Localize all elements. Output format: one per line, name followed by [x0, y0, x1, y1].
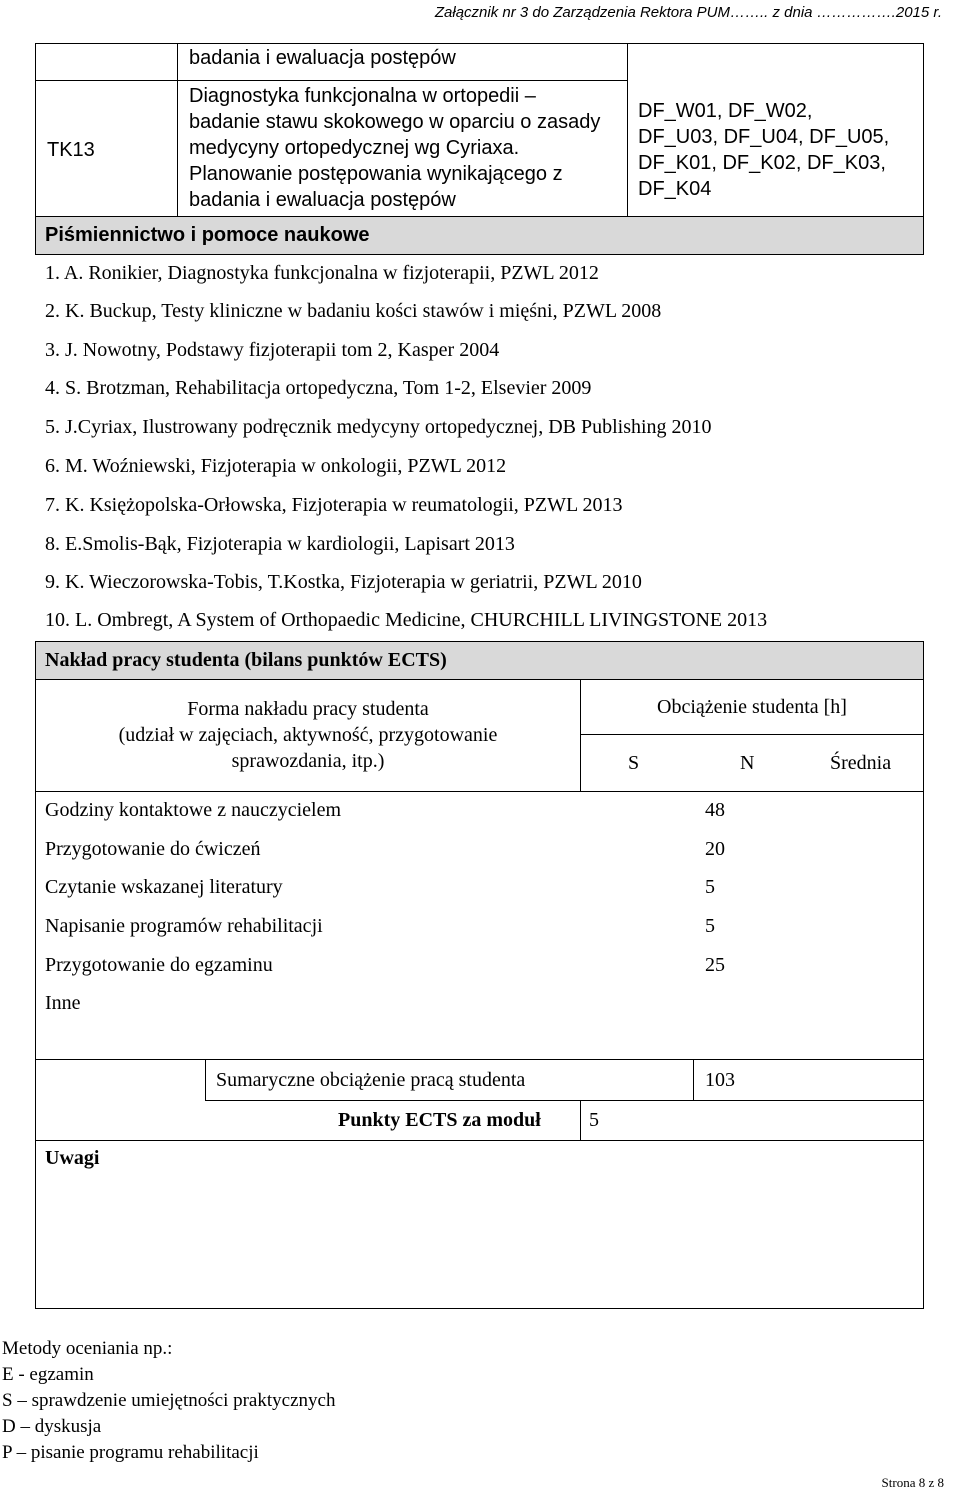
col-average: Średnia	[830, 752, 892, 774]
load-header: Obciążenie studenta [h]	[657, 696, 847, 718]
literature-item: 6. M. Woźniewski, Fizjoterapia w onkologii, PZWL 2012	[45, 455, 507, 477]
workload-row-label: Czytanie wskazanej literatury	[45, 876, 283, 898]
literature-item: 5. J.Cyriax, Ilustrowany podręcznik medycyny ortopedycznej, DB Publishing 2010	[45, 416, 712, 438]
workload-row-label: Przygotowanie do egzaminu	[45, 954, 273, 976]
total-label: Sumaryczne obciążenie pracą studenta	[216, 1069, 526, 1091]
outcomes-line: DF_U03, DF_U04, DF_U05,	[638, 126, 890, 148]
ects-label: Punkty ECTS za moduł	[338, 1109, 541, 1131]
form-header-line: sprawozdania, itp.)	[231, 750, 385, 772]
document-header: Załącznik nr 3 do Zarządzenia Rektora PUM…….. z dnia …………….2015 r.	[434, 4, 942, 21]
methods-heading: Metody oceniania np.:	[2, 1338, 173, 1359]
method-item: D – dyskusja	[2, 1416, 102, 1437]
workload-heading: Nakład pracy studenta (bilans punktów ECTS)	[45, 649, 447, 671]
workload-row-label: Inne	[45, 992, 81, 1014]
workload-row-s: 25	[705, 954, 725, 976]
workload-row-s: 20	[705, 838, 725, 860]
literature-item: 9. K. Wieczorowska-Tobis, T.Kostka, Fizjoterapia w geriatrii, PZWL 2010	[45, 571, 642, 593]
outcomes-line: DF_W01, DF_W02,	[638, 100, 813, 122]
tk13-topic-line: medycyny ortopedycznej wg Cyriaxa.	[189, 137, 520, 159]
tk13-topic-line: badania i ewaluacja postępów	[189, 189, 456, 211]
literature-item: 4. S. Brotzman, Rehabilitacja ortopedyczna, Tom 1-2, Elsevier 2009	[45, 377, 592, 399]
col-n: N	[740, 752, 755, 774]
remarks-label: Uwagi	[45, 1147, 100, 1169]
workload-row-label: Godziny kontaktowe z nauczycielem	[45, 799, 341, 821]
tk13-topic-line: Diagnostyka funkcjonalna w ortopedii –	[189, 85, 536, 107]
tk13-topic-top: badania i ewaluacja postępów	[189, 47, 456, 69]
col-s: S	[628, 752, 640, 774]
literature-item: 3. J. Nowotny, Podstawy fizjoterapii tom 2, Kasper 2004	[45, 339, 500, 361]
workload-row-label: Napisanie programów rehabilitacji	[45, 915, 323, 937]
workload-row-label: Przygotowanie do ćwiczeń	[45, 838, 261, 860]
literature-item: 1. A. Ronikier, Diagnostyka funkcjonalna w fizjoterapii, PZWL 2012	[45, 262, 599, 284]
literature-item: 7. K. Księżopolska-Orłowska, Fizjoterapia w reumatologii, PZWL 2013	[45, 494, 623, 516]
method-item: E - egzamin	[2, 1364, 94, 1385]
literature-item: 8. E.Smolis-Bąk, Fizjoterapia w kardiologii, Lapisart 2013	[45, 533, 515, 555]
method-item: S – sprawdzenie umiejętności praktycznych	[2, 1390, 336, 1411]
tk13-code: TK13	[47, 139, 95, 161]
workload-row-s: 5	[705, 876, 715, 898]
workload-row-s: 5	[705, 915, 715, 937]
workload-row-s: 48	[705, 799, 725, 821]
literature-heading: Piśmiennictwo i pomoce naukowe	[45, 224, 370, 246]
ects-value: 5	[589, 1109, 599, 1131]
literature-item: 10. L. Ombregt, A System of Orthopaedic Medicine, CHURCHILL LIVINGSTONE 2013	[45, 609, 768, 631]
form-header-line: Forma nakładu pracy studenta	[187, 698, 429, 720]
page-number: Strona 8 z 8	[881, 1475, 944, 1490]
literature-item: 2. K. Buckup, Testy kliniczne w badaniu kości stawów i mięśni, PZWL 2008	[45, 300, 662, 322]
tk13-topic-line: badanie stawu skokowego w oparciu o zasady	[189, 111, 601, 133]
total-value: 103	[705, 1069, 735, 1091]
method-item: P – pisanie programu rehabilitacji	[2, 1442, 259, 1463]
outcomes-line: DF_K04	[638, 178, 712, 200]
tk13-topic-line: Planowanie postępowania wynikającego z	[189, 163, 563, 185]
form-header-line: (udział w zajęciach, aktywność, przygotowanie	[118, 724, 498, 746]
outcomes-line: DF_K01, DF_K02, DF_K03,	[638, 152, 886, 174]
